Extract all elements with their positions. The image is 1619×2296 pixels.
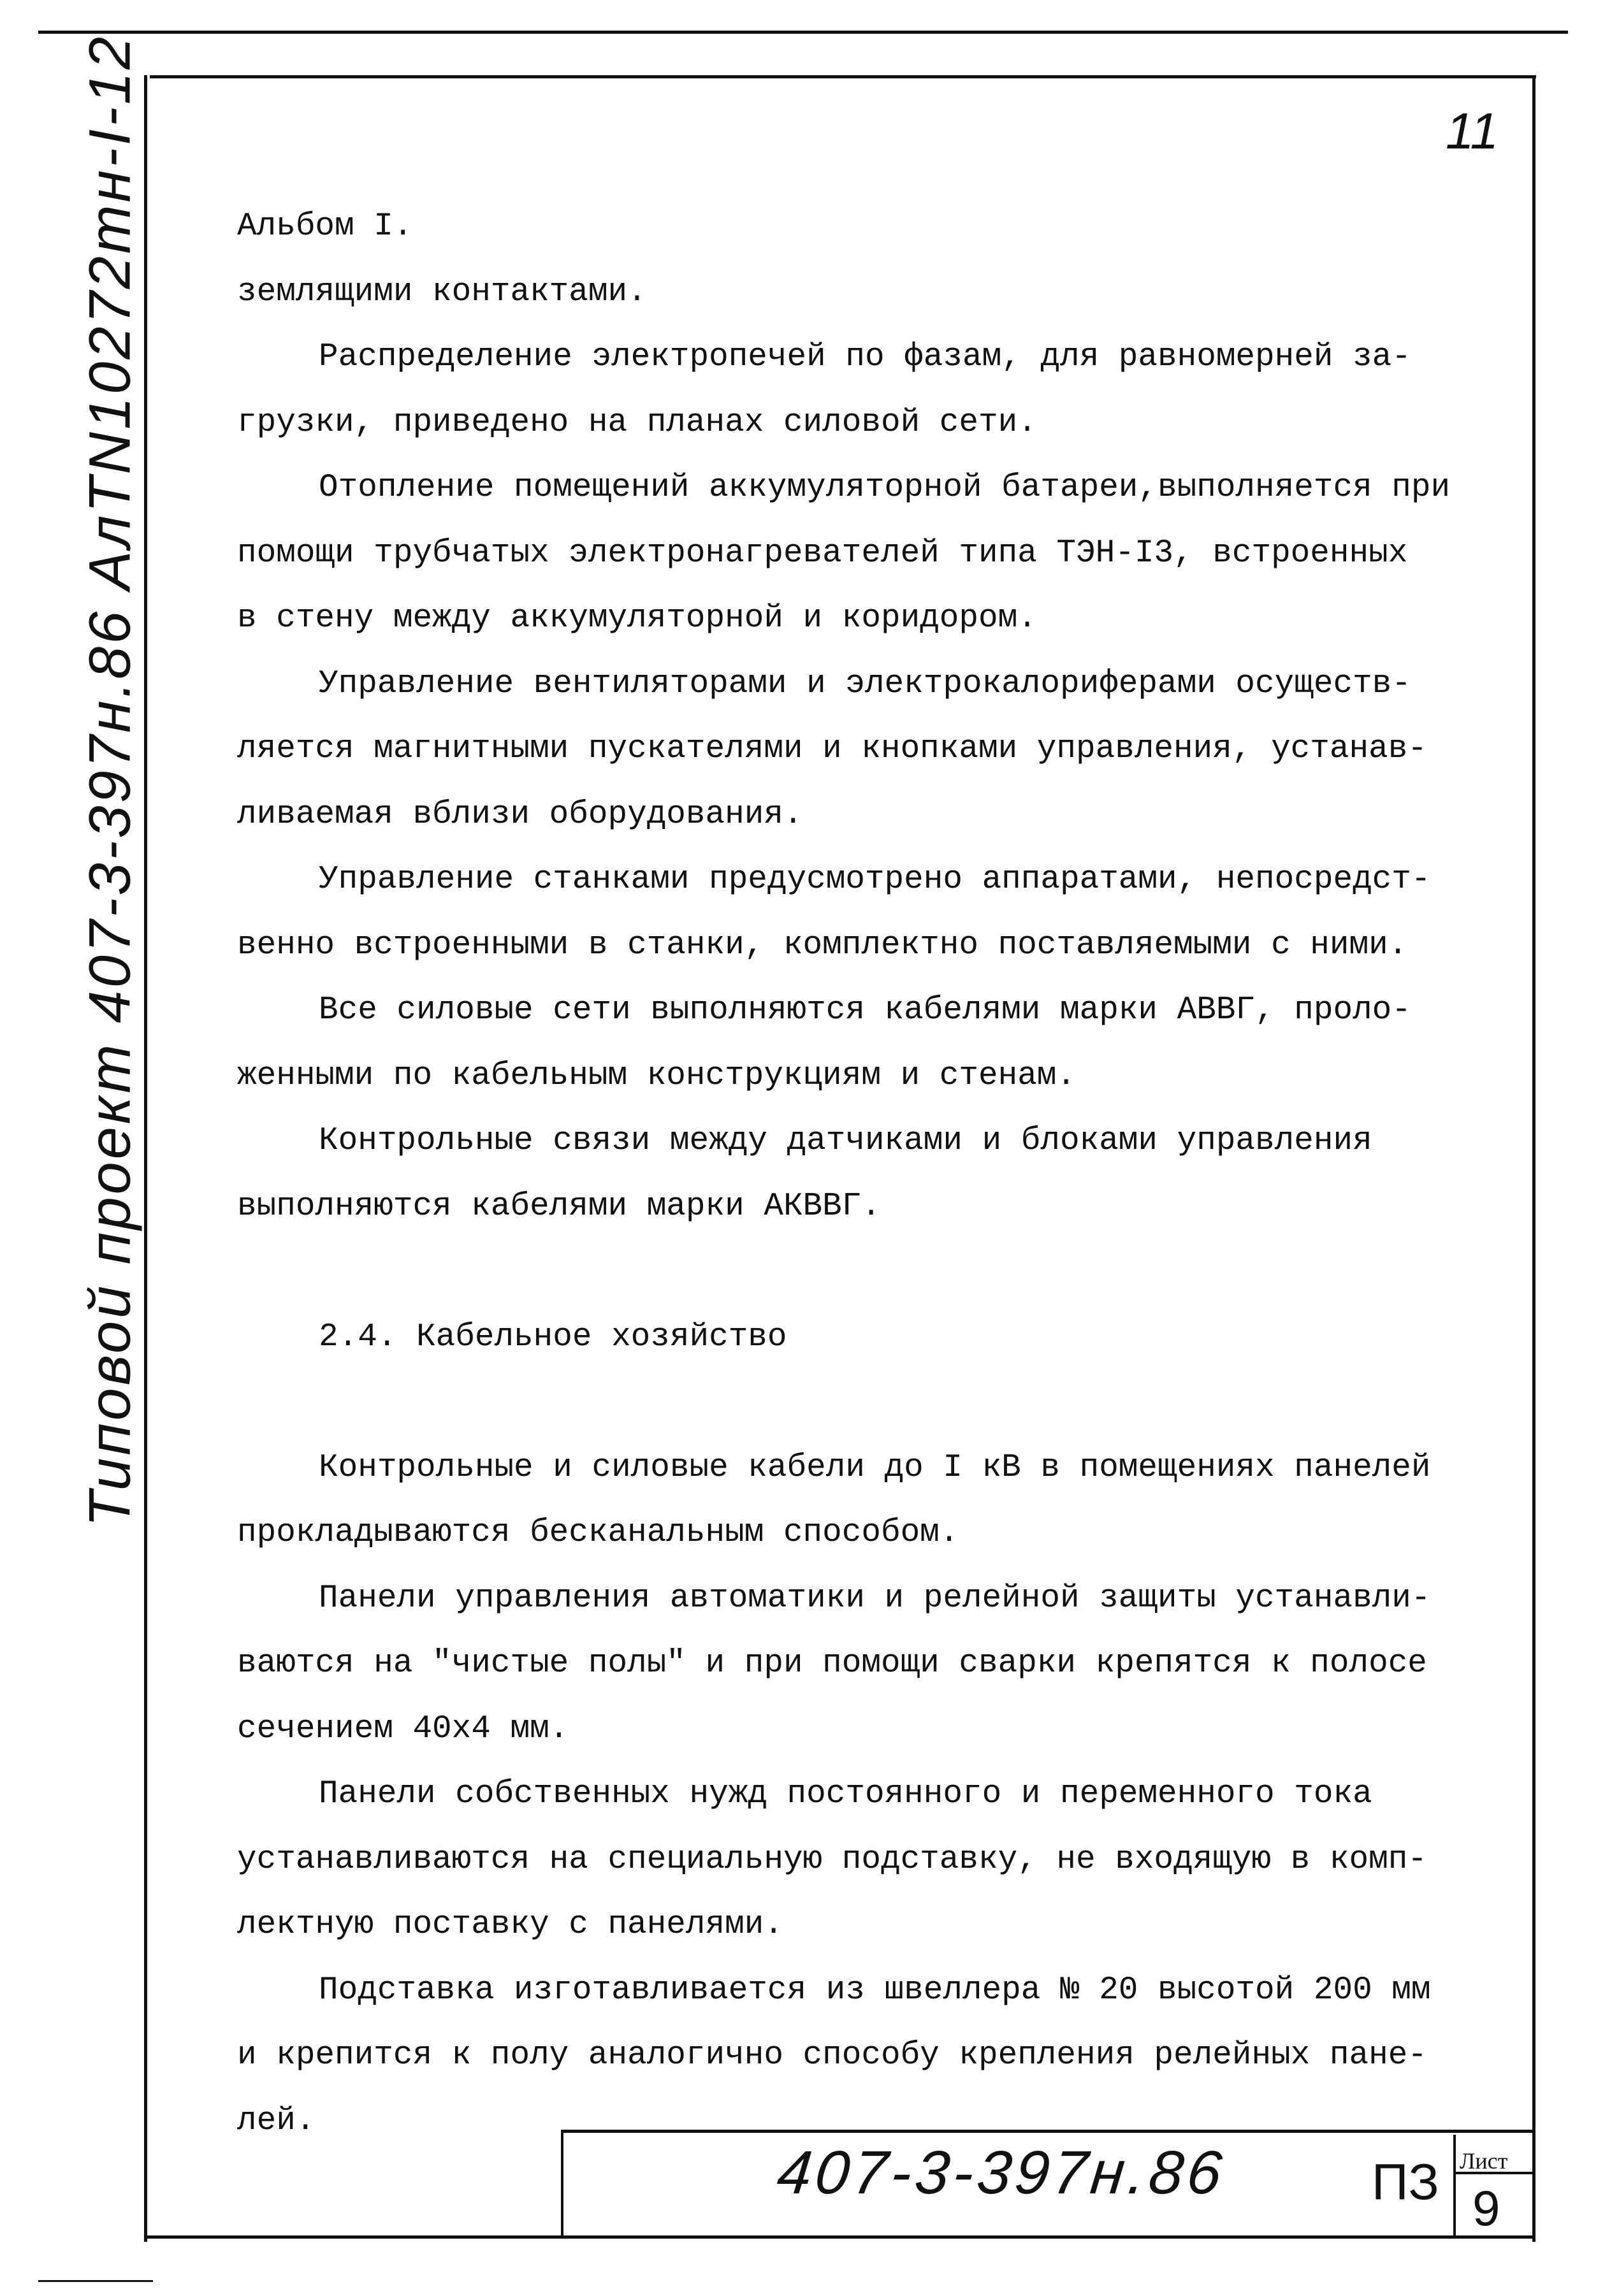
- sheet-cell-left: [1453, 2135, 1456, 2237]
- sheet-number: 9: [1472, 2180, 1500, 2236]
- text-line: венно встроенными в станки, комплектно поставляемыми с ними.: [237, 927, 1408, 964]
- text-line: Подставка изготавливается из швеллера № 20 высотой 200 мм: [319, 1972, 1431, 2009]
- text-line: помощи трубчатых электронагревателей типа ТЭН-I3, встроенных: [237, 535, 1408, 572]
- title-block-left: [561, 2130, 563, 2238]
- text-line: Отопление помещений аккумуляторной батареи,выполняется при: [319, 470, 1451, 506]
- text-line: ливаемая вблизи оборудования.: [237, 796, 803, 833]
- text-line: Контрольные и силовые кабели до I кВ в помещениях панелей: [319, 1449, 1431, 1486]
- text-line: 2.4. Кабельное хозяйство: [319, 1318, 787, 1355]
- text-line: ляется магнитными пускателями и кнопками управления, устанав-: [237, 731, 1427, 767]
- text-line: сечением 40х4 мм.: [237, 1710, 569, 1747]
- text-line: прокладываются бесканальным способом.: [237, 1515, 959, 1551]
- text-line: ваются на "чистые полы" и при помощи сварки крепятся к полосе: [237, 1645, 1427, 1682]
- sheet-label: Лист: [1460, 2148, 1508, 2174]
- page-number: 11: [1446, 103, 1499, 159]
- text-line: выполняются кабелями марки АКВВГ.: [237, 1188, 881, 1225]
- text-line: Контрольные связи между датчиками и блоками управления: [319, 1123, 1372, 1159]
- text-line: землящими контактами.: [237, 273, 647, 310]
- frame-left: [144, 75, 147, 2242]
- text-line: Панели управления автоматики и релейной защиты устанавли-: [319, 1580, 1431, 1617]
- text-line: Управление станками предусмотрено аппаратами, непосредст-: [319, 862, 1431, 898]
- frame-bottom: [144, 2235, 1536, 2239]
- text-line: Альбом I.: [237, 208, 413, 245]
- text-line: Распределение электропечей по фазам, для равномерней за-: [319, 339, 1411, 375]
- document-designation: 407-3-397н.86: [774, 2139, 1229, 2207]
- text-line: и крепится к полу аналогично способу крепления релейных пане-: [237, 2037, 1427, 2074]
- frame-top: [150, 75, 1536, 78]
- side-stamp: Типовой проект 407-3-397н.86 АлТN10272тн-I-12: [77, 34, 143, 1527]
- text-line: женными по кабельным конструкциям и стенам.: [237, 1057, 1077, 1094]
- text-line: лей.: [237, 2102, 316, 2139]
- text-line: Управление вентиляторами и электрокалориферами осуществ-: [319, 665, 1411, 702]
- text-line: лектную поставку с панелями.: [237, 1907, 783, 1943]
- frame-right: [1532, 75, 1536, 2242]
- text-line: устанавливаются на специальную подставку, не входящую в комп-: [237, 1841, 1427, 1878]
- text-line: в стену между аккумуляторной и коридором.: [237, 600, 1037, 637]
- text-line: грузки, приведено на планах силовой сети.: [237, 404, 1037, 441]
- text-line: Все силовые сети выполняются кабелями марки АВВГ, проло-: [319, 992, 1411, 1029]
- bottom-scan-edge: [38, 2280, 153, 2282]
- top-scan-edge: [38, 31, 1568, 34]
- text-line: Панели собственных нужд постоянного и переменного тока: [319, 1776, 1372, 1812]
- title-block-top: [562, 2130, 1534, 2133]
- document-type: ПЗ: [1372, 2153, 1439, 2210]
